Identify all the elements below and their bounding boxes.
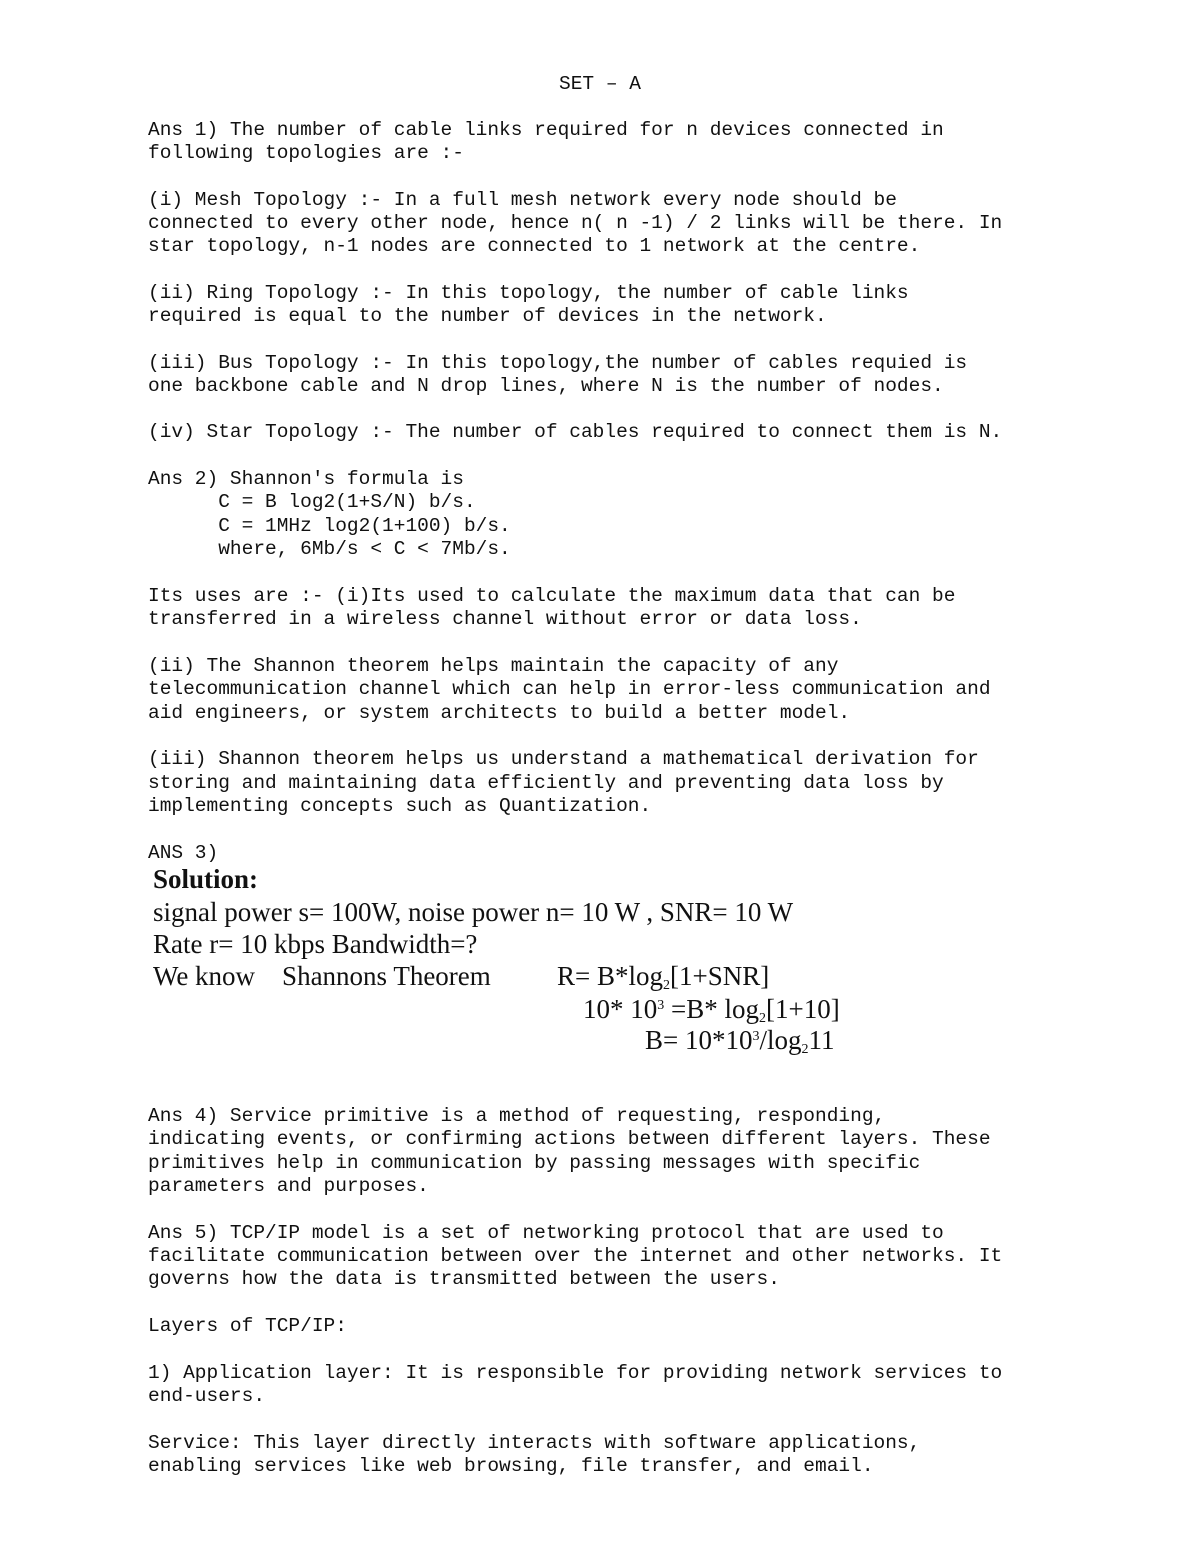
ans5-line-2: facilitate communication between over the internet and other networks. It [148,1245,1003,1267]
ans2-uses1-line-2: transferred in a wireless channel without error or data loss. [148,608,862,630]
solution-title: Solution: [153,864,259,894]
ans2-uses3-line-2: storing and maintaining data efficiently and preventing data loss by [148,772,944,794]
ans3-label: ANS 3) [148,842,219,864]
bus-topology-line-2: one backbone cable and N drop lines, where N is the number of nodes. [148,375,944,397]
equation-3-part-a: B= 10*10 [645,1025,753,1055]
equation-1-subscript: 2 [663,978,670,993]
ans2-formula-line-4: where, 6Mb/s < C < 7Mb/s. [148,538,511,560]
ring-topology-line-1: (ii) Ring Topology :- In this topology, the number of cable links [148,282,909,304]
application-layer-line-2: end-users. [148,1385,266,1407]
ans4-line-3: primitives help in communication by passing messages with specific [148,1152,921,1174]
bus-topology-line-1: (iii) Bus Topology :- In this topology,the number of cables requied is [148,352,968,374]
ans2-uses2-line-3: aid engineers, or system architects to build a better model. [148,702,851,724]
mesh-topology-line-2: connected to every other node, hence n( n -1) / 2 links will be there. In [148,212,1003,234]
layers-heading: Layers of TCP/IP: [148,1315,347,1337]
mesh-topology-line-1: (i) Mesh Topology :- In a full mesh network every node should be [148,189,897,211]
equation-3 [645,1025,835,1058]
star-topology-line-1: (iv) Star Topology :- The number of cables required to connect them is N. [148,421,1003,443]
ans2-formula-line-1: Ans 2) Shannon's formula is [148,468,464,490]
ans2-uses3-line-1: (iii) Shannon theorem helps us understand a mathematical derivation for [148,748,979,770]
equation-1 [557,961,769,994]
equation-3-part-b: /log [759,1025,802,1055]
ring-topology-line-2: required is equal to the number of devices in the network. [148,305,827,327]
equation-2-superscript: 3 [657,998,665,1013]
service-line-2: enabling services like web browsing, file transfer, and email. [148,1455,874,1477]
ans5-line-1: Ans 5) TCP/IP model is a set of networking protocol that are used to [148,1222,944,1244]
service-line-1: Service: This layer directly interacts with software applications, [148,1432,921,1454]
equation-2-part-c: [1+10] [766,994,840,1024]
equation-1-part-a: R= B*log [557,961,663,991]
ans4-line-4: parameters and purposes. [148,1175,429,1197]
equation-1-part-b: [1+SNR] [670,961,770,991]
mesh-topology-line-3: star topology, n-1 nodes are connected to 1 network at the centre. [148,235,921,257]
equation-3-part-c: 11 [808,1025,835,1055]
equation-3-superscript: 3 [752,1029,760,1044]
solution-line-3: We know Shannons Theorem [153,961,491,991]
ans1-intro-line-1: Ans 1) The number of cable links required for n devices connected in [148,119,944,141]
ans2-uses1-line-1: Its uses are :- (i)Its used to calculate the maximum data that can be [148,585,956,607]
ans2-uses3-line-3: implementing concepts such as Quantization. [148,795,652,817]
ans5-line-3: governs how the data is transmitted between the users. [148,1268,780,1290]
application-layer-line-1: 1) Application layer: It is responsible for providing network services to [148,1362,1003,1384]
equation-2-part-a: 10* 10 [583,994,658,1024]
ans2-formula-line-2: C = B log2(1+S/N) b/s. [148,491,476,513]
equation-3-subscript: 2 [801,1042,809,1057]
ans1-intro-line-2: following topologies are :- [148,142,464,164]
ans4-line-1: Ans 4) Service primitive is a method of requesting, responding, [148,1105,886,1127]
ans2-formula-line-3: C = 1MHz log2(1+100) b/s. [148,515,511,537]
equation-2 [583,994,840,1027]
ans4-line-2: indicating events, or confirming actions between different layers. These [148,1128,991,1150]
solution-line-1: signal power s= 100W, noise power n= 10 W , SNR= 10 W [153,897,794,927]
equation-2-subscript: 2 [759,1011,766,1026]
equation-2-part-b: =B* log [664,994,759,1024]
ans2-uses2-line-2: telecommunication channel which can help in error-less communication and [148,678,991,700]
page-title: SET – A [559,73,641,95]
ans2-uses2-line-1: (ii) The Shannon theorem helps maintain the capacity of any [148,655,839,677]
solution-line-2: Rate r= 10 kbps Bandwidth=? [153,929,478,959]
